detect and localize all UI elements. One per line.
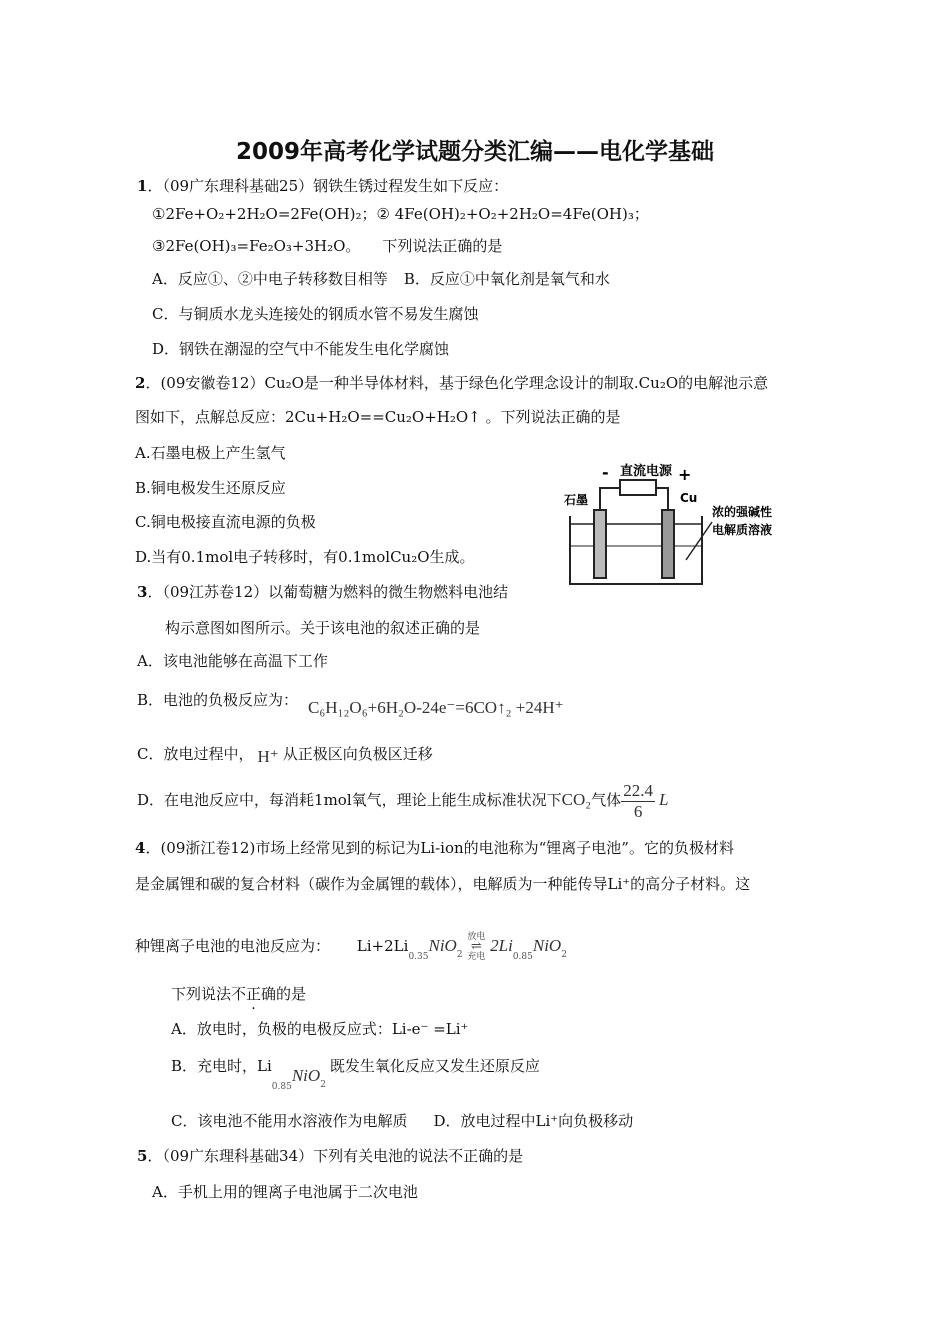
q3-option-a: A．该电池能够在高温下工作 <box>137 652 328 670</box>
q1-option-b: B．反应①中氧化剂是氧气和水 <box>403 270 610 288</box>
q2-stem-2: 图如下，点解总反应：2Cu+H₂O==Cu₂O+H₂O↑ 。下列说法正确的是 <box>135 408 621 426</box>
q3-co2: CO₂ <box>561 790 592 809</box>
q1-option-d: D．钢铁在潮湿的空气中不能发生电化学腐蚀 <box>152 340 450 358</box>
q3-hydrogen-ion: H⁺ <box>257 747 279 766</box>
q4-stem-2: 是金属锂和碳的复合材料（碳作为金属锂的载体），电解质为一种能传导Li⁺的高分子材料。这 <box>135 875 751 893</box>
q2-option-a: A.石墨电极上产生氢气 <box>135 444 286 462</box>
q4-option-d: D．放电过程中Li⁺向负极移动 <box>433 1112 634 1130</box>
q5-stem: 5．（09广东理科基础34）下列有关电池的说法不正确的是 <box>137 1147 524 1165</box>
q3-option-d: D．在电池反应中，每消耗1mol氧气，理论上能生成标准状况下CO₂气体 $\frac{22.4}{6}$ L <box>137 780 669 821</box>
q1-option-a: A．反应①、②中电子转移数目相等 <box>152 270 388 288</box>
q1-option-a-b <box>152 269 610 289</box>
electrolyte-label-2: 电解质溶液 <box>712 523 773 537</box>
q4-option-b: B．充电时，$Li_{0.85}NiO_2$既发生氧化反应又发生还原反应 <box>171 1057 540 1092</box>
graphite-electrode <box>594 510 606 578</box>
power-source-box <box>620 480 656 495</box>
minus-sign: - <box>602 463 609 482</box>
q3-negative-electrode-equation: C₆H₁₂O₆+6H₂O-24e⁻=6CO↑₂ +24H⁺ <box>308 698 564 717</box>
emphasis-not-correct: 不正确 <box>231 985 277 1003</box>
q3-option-b: B．电池的负极反应为： C₆H₁₂O₆+6H₂O-24e⁻=6CO↑₂ +24H⁺ <box>137 691 564 717</box>
beaker <box>570 516 702 584</box>
q1-equations-1: ①2Fe+O₂+2H₂O=2Fe(OH)₂；② 4Fe(OH)₂+O₂+2H₂O=4Fe(OH)₃； <box>152 205 649 223</box>
q4-option-c-d <box>171 1111 633 1131</box>
q1-equations-2: ③2Fe(OH)₃=Fe₂O₃+3H₂O。 下列说法正确的是 <box>152 237 503 255</box>
q5-number: 5 <box>137 1147 148 1165</box>
copper-label: Cu <box>680 491 698 505</box>
q2-stem-1: 2．(09安徽卷12）Cu₂O是一种半导体材料，基于绿色化学理念设计的制取.Cu₂O的电解池示意 <box>135 374 769 392</box>
power-label: 直流电源 <box>620 464 673 479</box>
q1-option-c: C．与铜质水龙头连接处的钢质水管不易发生腐蚀 <box>152 305 479 323</box>
q2-option-d: D.当有0.1mol电子转移时，有0.1molCu₂O生成。 <box>135 548 475 566</box>
q5-option-a: A．手机上用的锂离子电池属于二次电池 <box>152 1183 418 1201</box>
q4-ask: 下列说法不正确的是 <box>171 985 307 1003</box>
q4-option-a: A．放电时，负极的电极反应式：Li-e⁻ =Li⁺ <box>171 1020 469 1038</box>
electrolyte-label-1: 浓的强碱性 <box>712 505 773 519</box>
page-title: 2009年高考化学试题分类汇编——电化学基础 <box>235 139 714 165</box>
graphite-label: 石墨 <box>564 493 589 507</box>
reversible-arrow: 放电 ⇌ 充电 <box>467 932 486 962</box>
q1-number: 1 <box>137 177 148 195</box>
q1-stem: 1．（09广东理科基础25）钢铁生锈过程发生如下反应： <box>137 177 509 195</box>
q3-option-c: C．放电过程中， H⁺ 从正极区向负极区迁移 <box>137 745 433 766</box>
q2-number: 2 <box>135 374 146 392</box>
q3-stem-1: 3．（09江苏卷12）以葡萄糖为燃料的微生物燃料电池结 <box>137 583 509 601</box>
q2-option-b: B.铜电极发生还原反应 <box>135 479 286 497</box>
q4-equation: $Li+2Li_{0.35}NiO_2$ 放电 ⇌ 充电 $2Li_{0.85}NiO_2$ <box>356 932 567 962</box>
q3-number: 3 <box>137 583 148 601</box>
q4-number: 4 <box>135 839 146 857</box>
q3-stem-2: 构示意图如图所示。关于该电池的叙述正确的是 <box>165 619 481 637</box>
copper-electrode <box>662 510 674 578</box>
plus-sign: + <box>678 465 692 484</box>
q4-reaction-line: 种锂离子电池的电池反应为： $Li+2Li_{0.35}NiO_2$ 放电 ⇌ 充电 $2Li_{0.85}NiO_2$ <box>135 932 567 962</box>
q3-fraction: $\frac{22.4}{6}$ <box>623 780 653 821</box>
wire-right <box>656 488 668 512</box>
electrolysis-cell-diagram <box>562 462 794 586</box>
q2-option-c: C.铜电极接直流电源的负极 <box>135 513 316 531</box>
wire-left <box>600 488 620 512</box>
q4-stem-1: 4．(09浙江卷12)市场上经常见到的标记为Li-ion的电池称为“锂离子电池”。它的负极材料 <box>135 839 734 857</box>
electrolyte-pointer <box>686 522 712 560</box>
q4-option-c: C．该电池不能用水溶液作为电解质 <box>171 1112 408 1130</box>
